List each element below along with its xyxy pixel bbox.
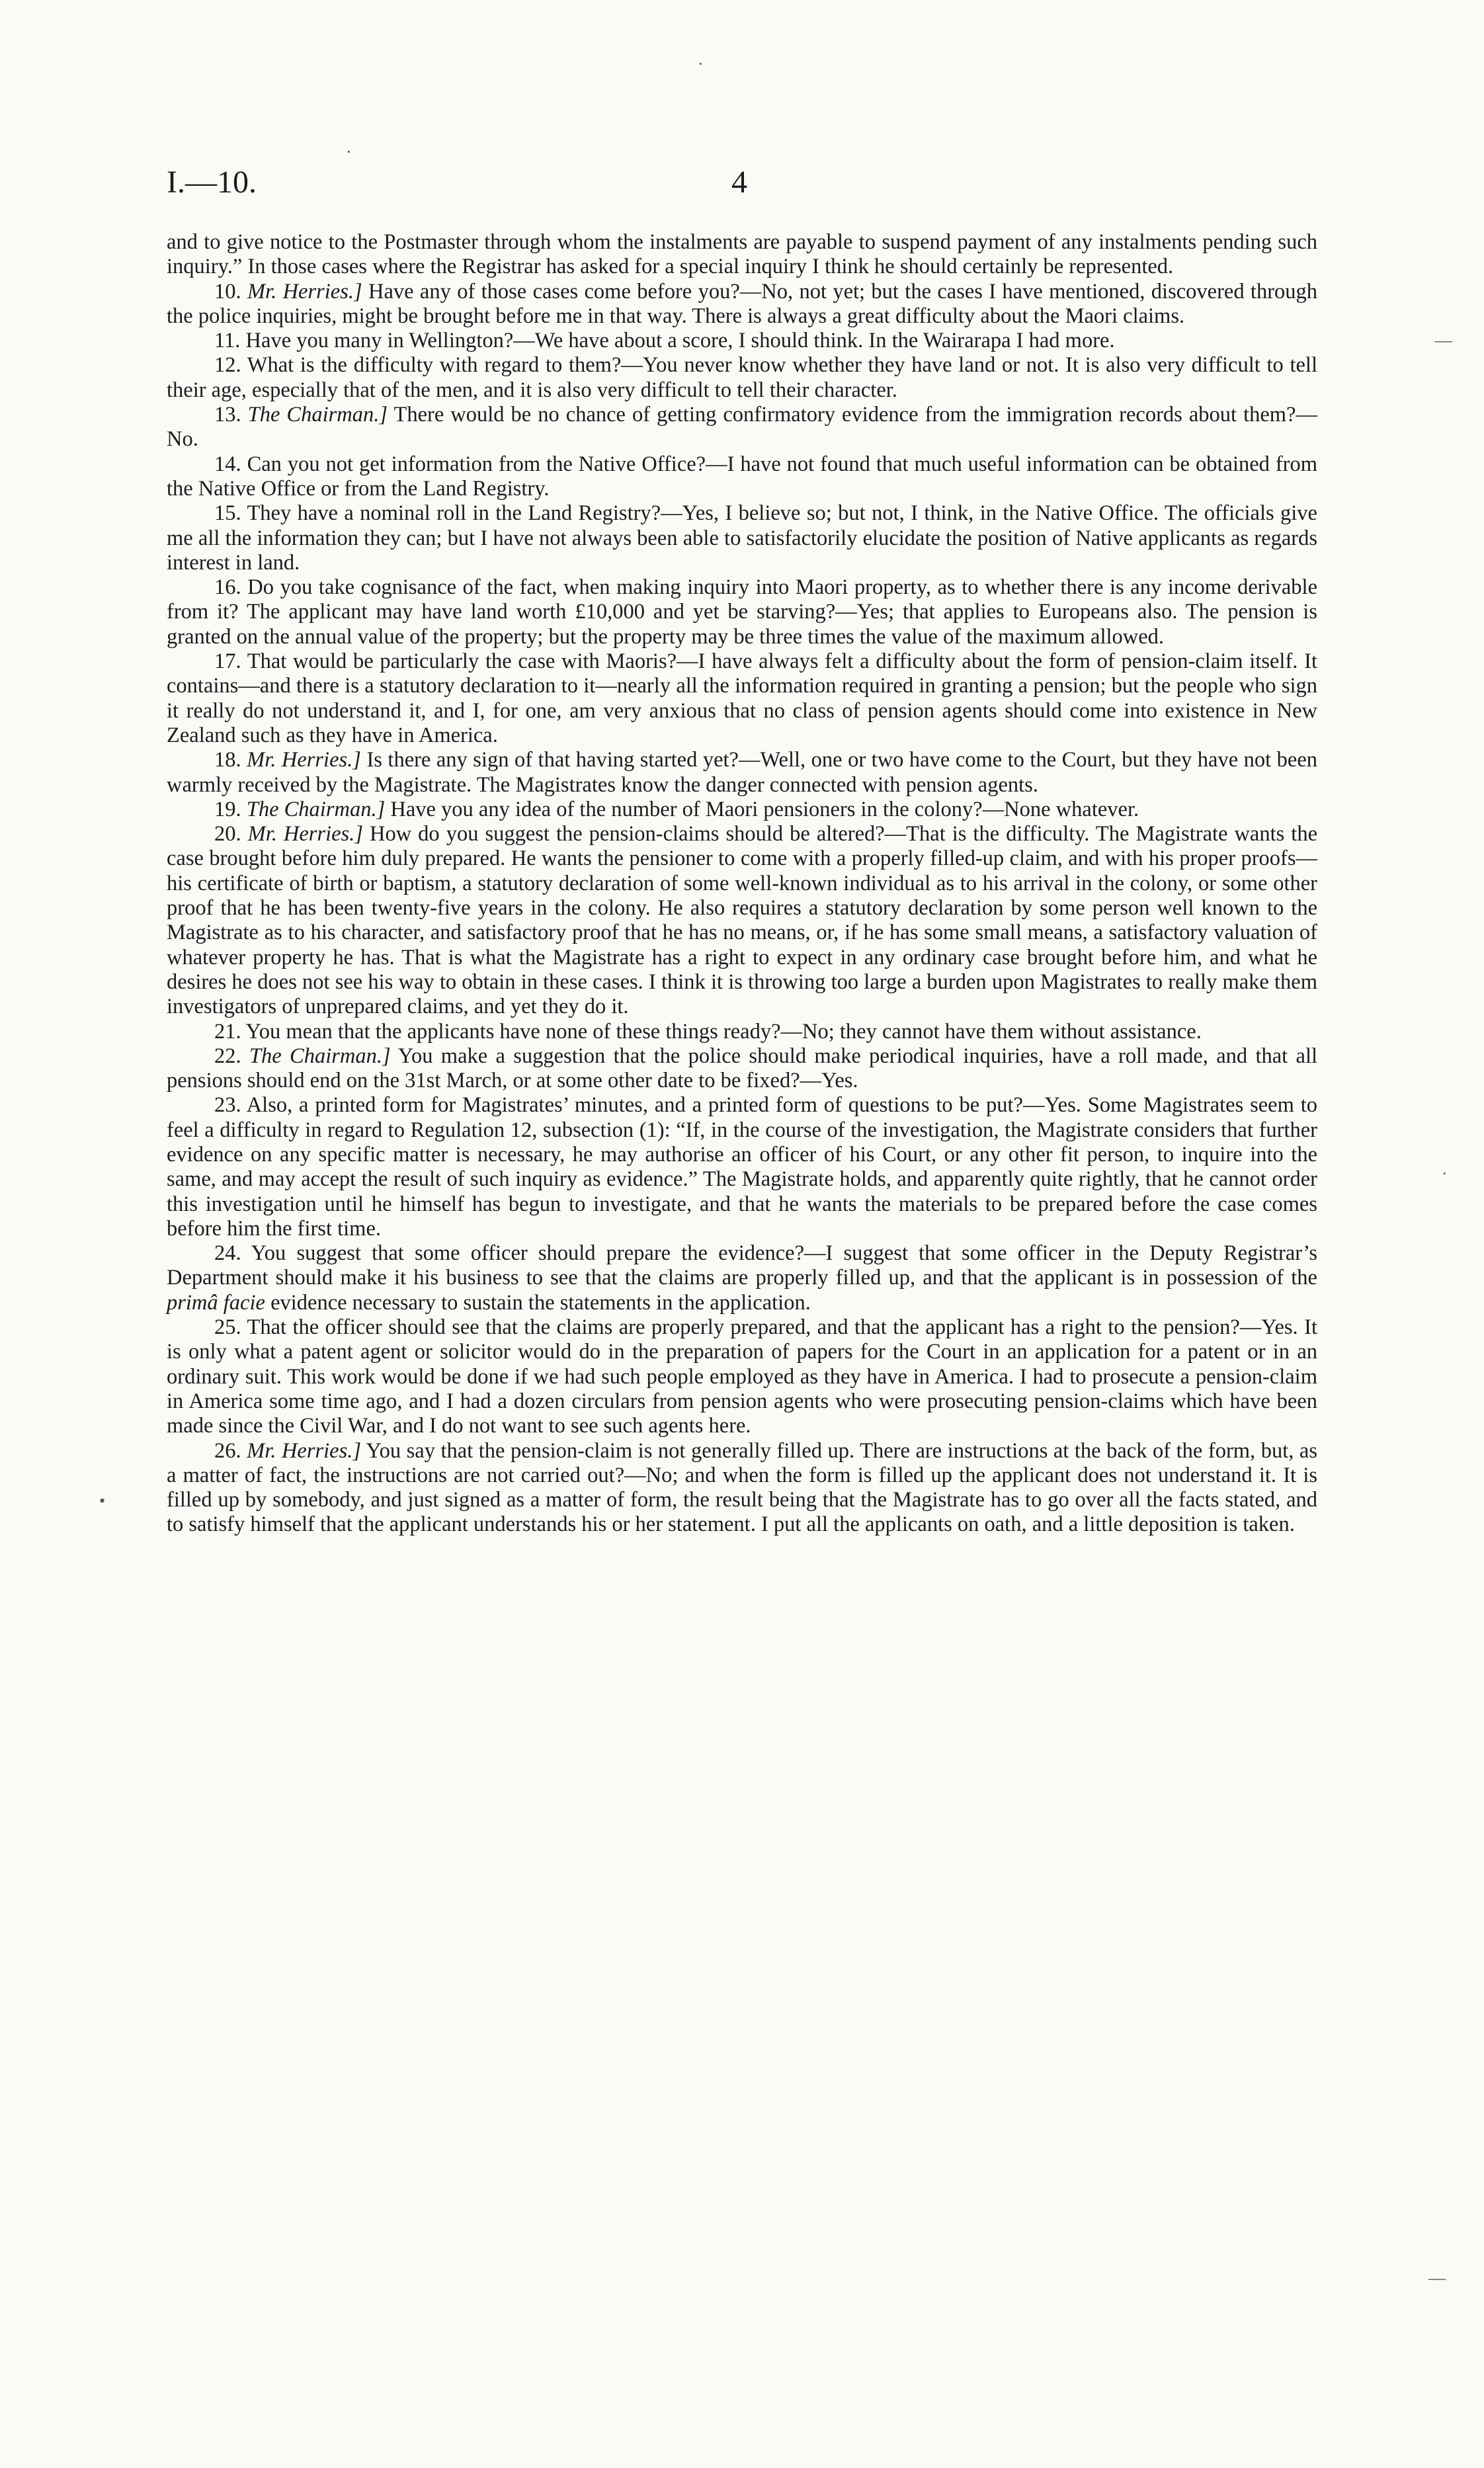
paragraph-11 xyxy=(167,329,1317,353)
paragraph-text: They have a nominal roll in the Land Registry?—Yes, I believe so; but not, I think, in the Native Office. The officials give me all the information they can; but I have not always been able to satisfactorily elucidate the position of Native applicants as regards interest in land. xyxy=(167,501,1317,575)
paragraph-10 xyxy=(167,280,1317,329)
paragraph-21 xyxy=(167,1020,1317,1044)
margin-mark: • xyxy=(99,1491,106,1510)
margin-mark: — xyxy=(1428,2268,1446,2287)
paragraph-18 xyxy=(167,748,1317,798)
question-number: 19. xyxy=(214,797,241,821)
paragraph-text: Have any of those cases come before you?—No, not yet; but the cases I have mentioned, discovered through the police inquiries, might be brought before me in that way. There is always a great difficulty about the Maori claims. xyxy=(167,279,1318,328)
paragraph-text: Have you many in Wellington?—We have about a score, I should think. In the Wairarapa I had more. xyxy=(245,329,1115,353)
paragraph-16 xyxy=(167,575,1317,649)
paragraph-text: There would be no chance of getting confirmatory evidence from the immigration records about them?—No. xyxy=(167,403,1317,452)
question-number: 17. xyxy=(214,649,241,674)
paragraph-12 xyxy=(167,353,1317,403)
question-number: 24. xyxy=(214,1241,241,1266)
paragraph-text: That would be particularly the case with Maoris?—I have always felt a difficulty about the form of pension-claim itself. It contains—and there is a statutory declaration to it—nearly all the information required in granting a pension; but the people who sign it really do not understand it, and I, for one, am very anxious that no class of pension agents should come into existence in New Zealand such as they have in America. xyxy=(167,649,1317,747)
paragraph-13 xyxy=(167,403,1317,452)
speaker-name: The Chairman.] xyxy=(246,797,386,821)
paragraph-text: evidence necessary to sustain the statements in the application. xyxy=(265,1290,811,1315)
italic-term: primâ facie xyxy=(167,1290,265,1315)
question-number: 15. xyxy=(214,501,241,526)
paragraph-20 xyxy=(167,822,1317,1019)
question-number: 10. xyxy=(214,279,241,304)
paragraph-text: You suggest that some officer should prepare the evidence?—I suggest that some officer in the Deputy Registrar’s Department should make it his business to see that the claims are properly filled up, and that the applicant is in possession of the xyxy=(167,1241,1318,1290)
document-reference: I.—10. xyxy=(167,165,257,200)
margin-mark: · xyxy=(1442,1164,1448,1183)
page-number: 4 xyxy=(731,165,747,200)
speaker-name: Mr. Herries.] xyxy=(247,1438,362,1463)
question-number: 22. xyxy=(214,1044,241,1068)
paragraph-text: Can you not get information from the Native Office?—I have not found that much useful information can be obtained from the Native Office or from the Land Registry. xyxy=(167,452,1318,501)
question-number: 14. xyxy=(214,452,241,476)
paragraph-17 xyxy=(167,649,1317,748)
question-number: 18. xyxy=(214,748,241,772)
page-header xyxy=(167,164,1317,210)
paragraph-14 xyxy=(167,452,1317,502)
paragraph-25 xyxy=(167,1315,1317,1438)
paragraph-text: You make a suggestion that the police should make periodical inquiries, have a roll made, and that all pensions should end on the 31st March, or at some other date to be fixed?—Yes. xyxy=(167,1044,1318,1093)
paragraph-text: Have you any idea of the number of Maori pensioners in the colony?—None whatever. xyxy=(390,797,1139,821)
paragraph-26 xyxy=(167,1439,1317,1538)
question-number: 20. xyxy=(214,822,241,846)
paragraph-24 xyxy=(167,1241,1317,1315)
paragraph-text: That the officer should see that the claims are properly prepared, and that the applicant has a right to the pension?—Yes. It is only what a patent agent or solicitor would do in the preparation of papers for the Court in an application for a patent or in an ordinary suit. This work would be done if we had such people employed as they have in America. I had to prosecute a pension-claim in America some time ago, and I had a dozen circulars from pension agents who were prosecuting pension-claims which have been made since the Civil War, and I do not want to see such agents here. xyxy=(167,1315,1317,1438)
paragraph-19 xyxy=(167,798,1317,822)
speaker-name: The Chairman.] xyxy=(249,1044,391,1068)
question-number: 16. xyxy=(214,575,241,600)
speaker-name: Mr. Herries.] xyxy=(247,822,363,846)
paragraph-continuation xyxy=(167,230,1317,280)
document-body xyxy=(167,230,1317,1538)
margin-mark: · xyxy=(698,54,704,73)
margin-mark: — xyxy=(1435,331,1452,350)
paragraph-23 xyxy=(167,1093,1317,1241)
speaker-name: Mr. Herries.] xyxy=(247,279,362,304)
speaker-name: Mr. Herries.] xyxy=(247,748,361,772)
paragraph-text: and to give notice to the Postmaster through whom the instalments are payable to suspend payment of any instalments pending such inquiry.” In those cases where the Registrar has asked for a special inquiry I think he should certainly be represented. xyxy=(167,230,1317,279)
speaker-name: The Chairman.] xyxy=(247,403,388,427)
paragraph-text: How do you suggest the pension-claims should be altered?—That is the difficulty. The Magistrate wants the case brought before him duly prepared. He wants the pensioner to come with a properly filled-up claim, and with his proper proofs—his certificate of birth or baptism, a statutory declaration of some well-known individual as to his arrival in the colony, or some other proof that he has been twenty-five years in the colony. He also requires a statutory declaration by some person well known to the Magistrate as to his character, and satisfactory proof that he has no means, or, if he has some small means, a satisfactory valuation of whatever property he has. That is what the Magistrate has a right to expect in any ordinary case brought before him, and what he desires he does not see his way to obtain in these cases. I think it is throwing too large a burden upon Magistrates to really make them investigators of unprepared claims, and yet they do it. xyxy=(167,822,1317,1019)
paragraph-text: Also, a printed form for Magistrates’ minutes, and a printed form of questions to be put?—Yes. Some Magistrates seem to feel a difficulty in regard to Regulation 12, subsection (1): “If, in the course of the investigation, the Magistrate considers that further evidence on any specific matter is necessary, he may authorise an officer of his Court, or any other fit person, to inquire into the same, and may accept the result of such inquiry as evidence.” The Magistrate holds, and apparently quite rightly, that he cannot order this investigation until he himself has begun to investigate, and that he wants the materials to be prepared before the case comes before him the first time. xyxy=(167,1093,1317,1241)
margin-mark: · xyxy=(346,142,352,161)
paragraph-text: You mean that the applicants have none of these things ready?—No; they cannot have them without assistance. xyxy=(245,1019,1202,1044)
paragraph-text: You say that the pension-claim is not generally filled up. There are instructions at the back of the form, but, as a matter of fact, the instructions are not carried out?—No; and when the form is filled up the applicant does not understand it. It is filled up by somebody, and just signed as a matter of form, the result being that the Magistrate has to go over all the facts stated, and to satisfy himself that the applicant understands his or her statement. I put all the applicants on oath, and a little deposition is taken. xyxy=(167,1438,1317,1537)
question-number: 12. xyxy=(214,353,241,378)
paragraph-22 xyxy=(167,1044,1317,1094)
paragraph-text: Is there any sign of that having started yet?—Well, one or two have come to the Court, but they have not been warmly received by the Magistrate. The Magistrates know the danger connected with pension agents. xyxy=(167,748,1317,797)
question-number: 25. xyxy=(214,1315,241,1340)
paragraph-15 xyxy=(167,501,1317,575)
paragraph-text: What is the difficulty with regard to them?—You never know whether they have land or not. It is also very difficult to tell their age, especially that of the men, and it is also very difficult to tell their character. xyxy=(167,353,1317,402)
question-number: 13. xyxy=(214,403,241,427)
question-number: 23. xyxy=(214,1093,241,1118)
question-number: 11. xyxy=(214,329,241,353)
paragraph-text: Do you take cognisance of the fact, when making inquiry into Maori property, as to whether there is any income derivable from it? The applicant may have land worth £10,000 and yet be starving?—Yes; that applies to Europeans also. The pension is granted on the annual value of the property; but the property may be three times the value of the maximum allowed. xyxy=(167,575,1317,649)
question-number: 26. xyxy=(214,1438,241,1463)
question-number: 21. xyxy=(214,1019,241,1044)
